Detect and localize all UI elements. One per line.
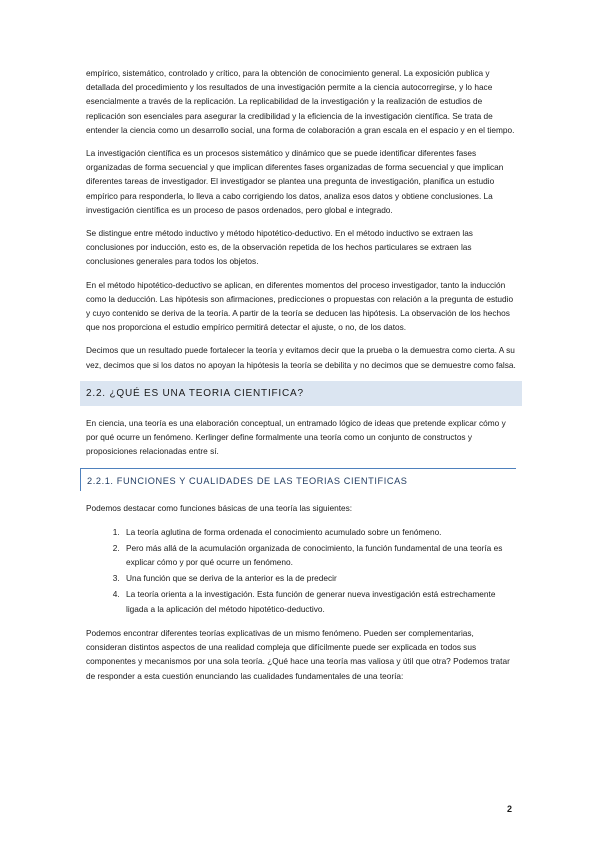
paragraph-method-scientific: empírico, sistemático, controlado y crítico, para la obtención de conocimiento general. La exposición publica y detallada del procedimiento y los resultados de una investigación permite a la ciencia autocorregirse, y lo hace esencialmente a través de la replicación. La replicabilidad de la investigación y la realización de estudios de replicación son esenciales para asegurar la credibilidad y la eficiencia de la investigación científica. Se trata de entender la ciencia como un desarrollo social, una forma de colaboración a gran escala en el espacio y en el tiempo.: [86, 68, 515, 135]
paragraph-research-process: La investigación científica es un procesos sistemático y dinámico que se puede identificar diferentes fases organizadas de forma secuencial y que implican diferentes fases organizadas de forma secuencial y que implican diferentes tareas de investigador. El investigador se plantea una pregunta de investigación, planifica un estudio empírico para responderla, lo lleva a cabo corrigiendo los datos, analiza esos datos y obtiene conclusiones. La investigación científica es un proceso de pasos ordenados, pero global e integrado.: [86, 148, 504, 215]
list-item: 3. Una función que se deriva de la anterior es la de predecir: [122, 571, 516, 585]
paragraph-inductive-method: Se distingue entre método inductivo y método hipotético-deductivo. En el método inductivo se extraen las conclusiones por inducción, esto es, de la observación repetida de los hechos particulares se extraen las conclusiones generales para todos los objetos.: [86, 228, 473, 267]
document-page: [86, 66, 516, 692]
paragraph-theory-definition: En ciencia, una teoría es una elaboración conceptual, un entramado lógico de ideas que pretende explicar cómo y por qué ocurre un fenómeno. Kerlinger define formalmente una teoría como un conjunto de constructos y proposiciones relacionadas entre sí.: [86, 417, 506, 457]
list-item: 2. Pero más allá de la acumulación organizada de conocimiento, la función fundamental de una teoría es explicar cómo y por qué ocurre un fenómeno.: [122, 541, 516, 569]
section-heading-2-2-1: 2.2.1. FUNCIONES Y CUALIDADES DE LAS TEORIAS CIENTIFICAS: [80, 468, 516, 491]
paragraph-theory-qualities: Podemos encontrar diferentes teorías explicativas de un mismo fenómeno. Pueden ser complementarias, consideran distintos aspectos de una realidad compleja que difícilmente puede ser explicada en todos sus componentes y mecanismos por una sola teoría. ¿Qué hace una teoría mas valiosa y útil que otra? Podemos tratar de responder a esta cuestión enunciando las cualidades fundamentales de una teoría:: [86, 627, 510, 681]
list-item: 1. La teoría aglutina de forma ordenada el conocimiento acumulado sobre un fenómeno.: [122, 525, 516, 539]
section-heading-2-2: 2.2. ¿QUÉ ES UNA TEORIA CIENTIFICA?: [80, 381, 522, 406]
list-item: 4. La teoría orienta a la investigación. Esta función de generar nueva investigación está estrechamente ligada a la aplicación del método hipotético-deductivo.: [122, 587, 516, 615]
functions-list: [86, 525, 516, 616]
paragraph-hypothetico-deductive: En el método hipotético-deductivo se aplican, en diferentes momentos del proceso investigador, tanto la inducción como la deducción. Las hipótesis son afirmaciones, predicciones o propuestas con relación a la pregunta de estudio y cuyo contenido se deriva de la teoría. A partir de la teoría se deducen las hipótesis. La observación de los hechos que nos proporciona el estudio empírico permitirá detectar el ajuste, o no, de los datos.: [86, 279, 514, 333]
page-number: 2: [507, 804, 513, 814]
paragraph-strengthen-theory: Decimos que un resultado puede fortalecer la teoría y evitamos decir que la prueba o la demuestra como cierta. A su vez, decimos que si los datos no apoyan la hipótesis la teoría se debilita y no decimos que se demuestre como falsa.: [86, 345, 516, 370]
paragraph-functions-intro: Podemos destacar como funciones básicas de una teoría las siguientes:: [86, 503, 353, 514]
